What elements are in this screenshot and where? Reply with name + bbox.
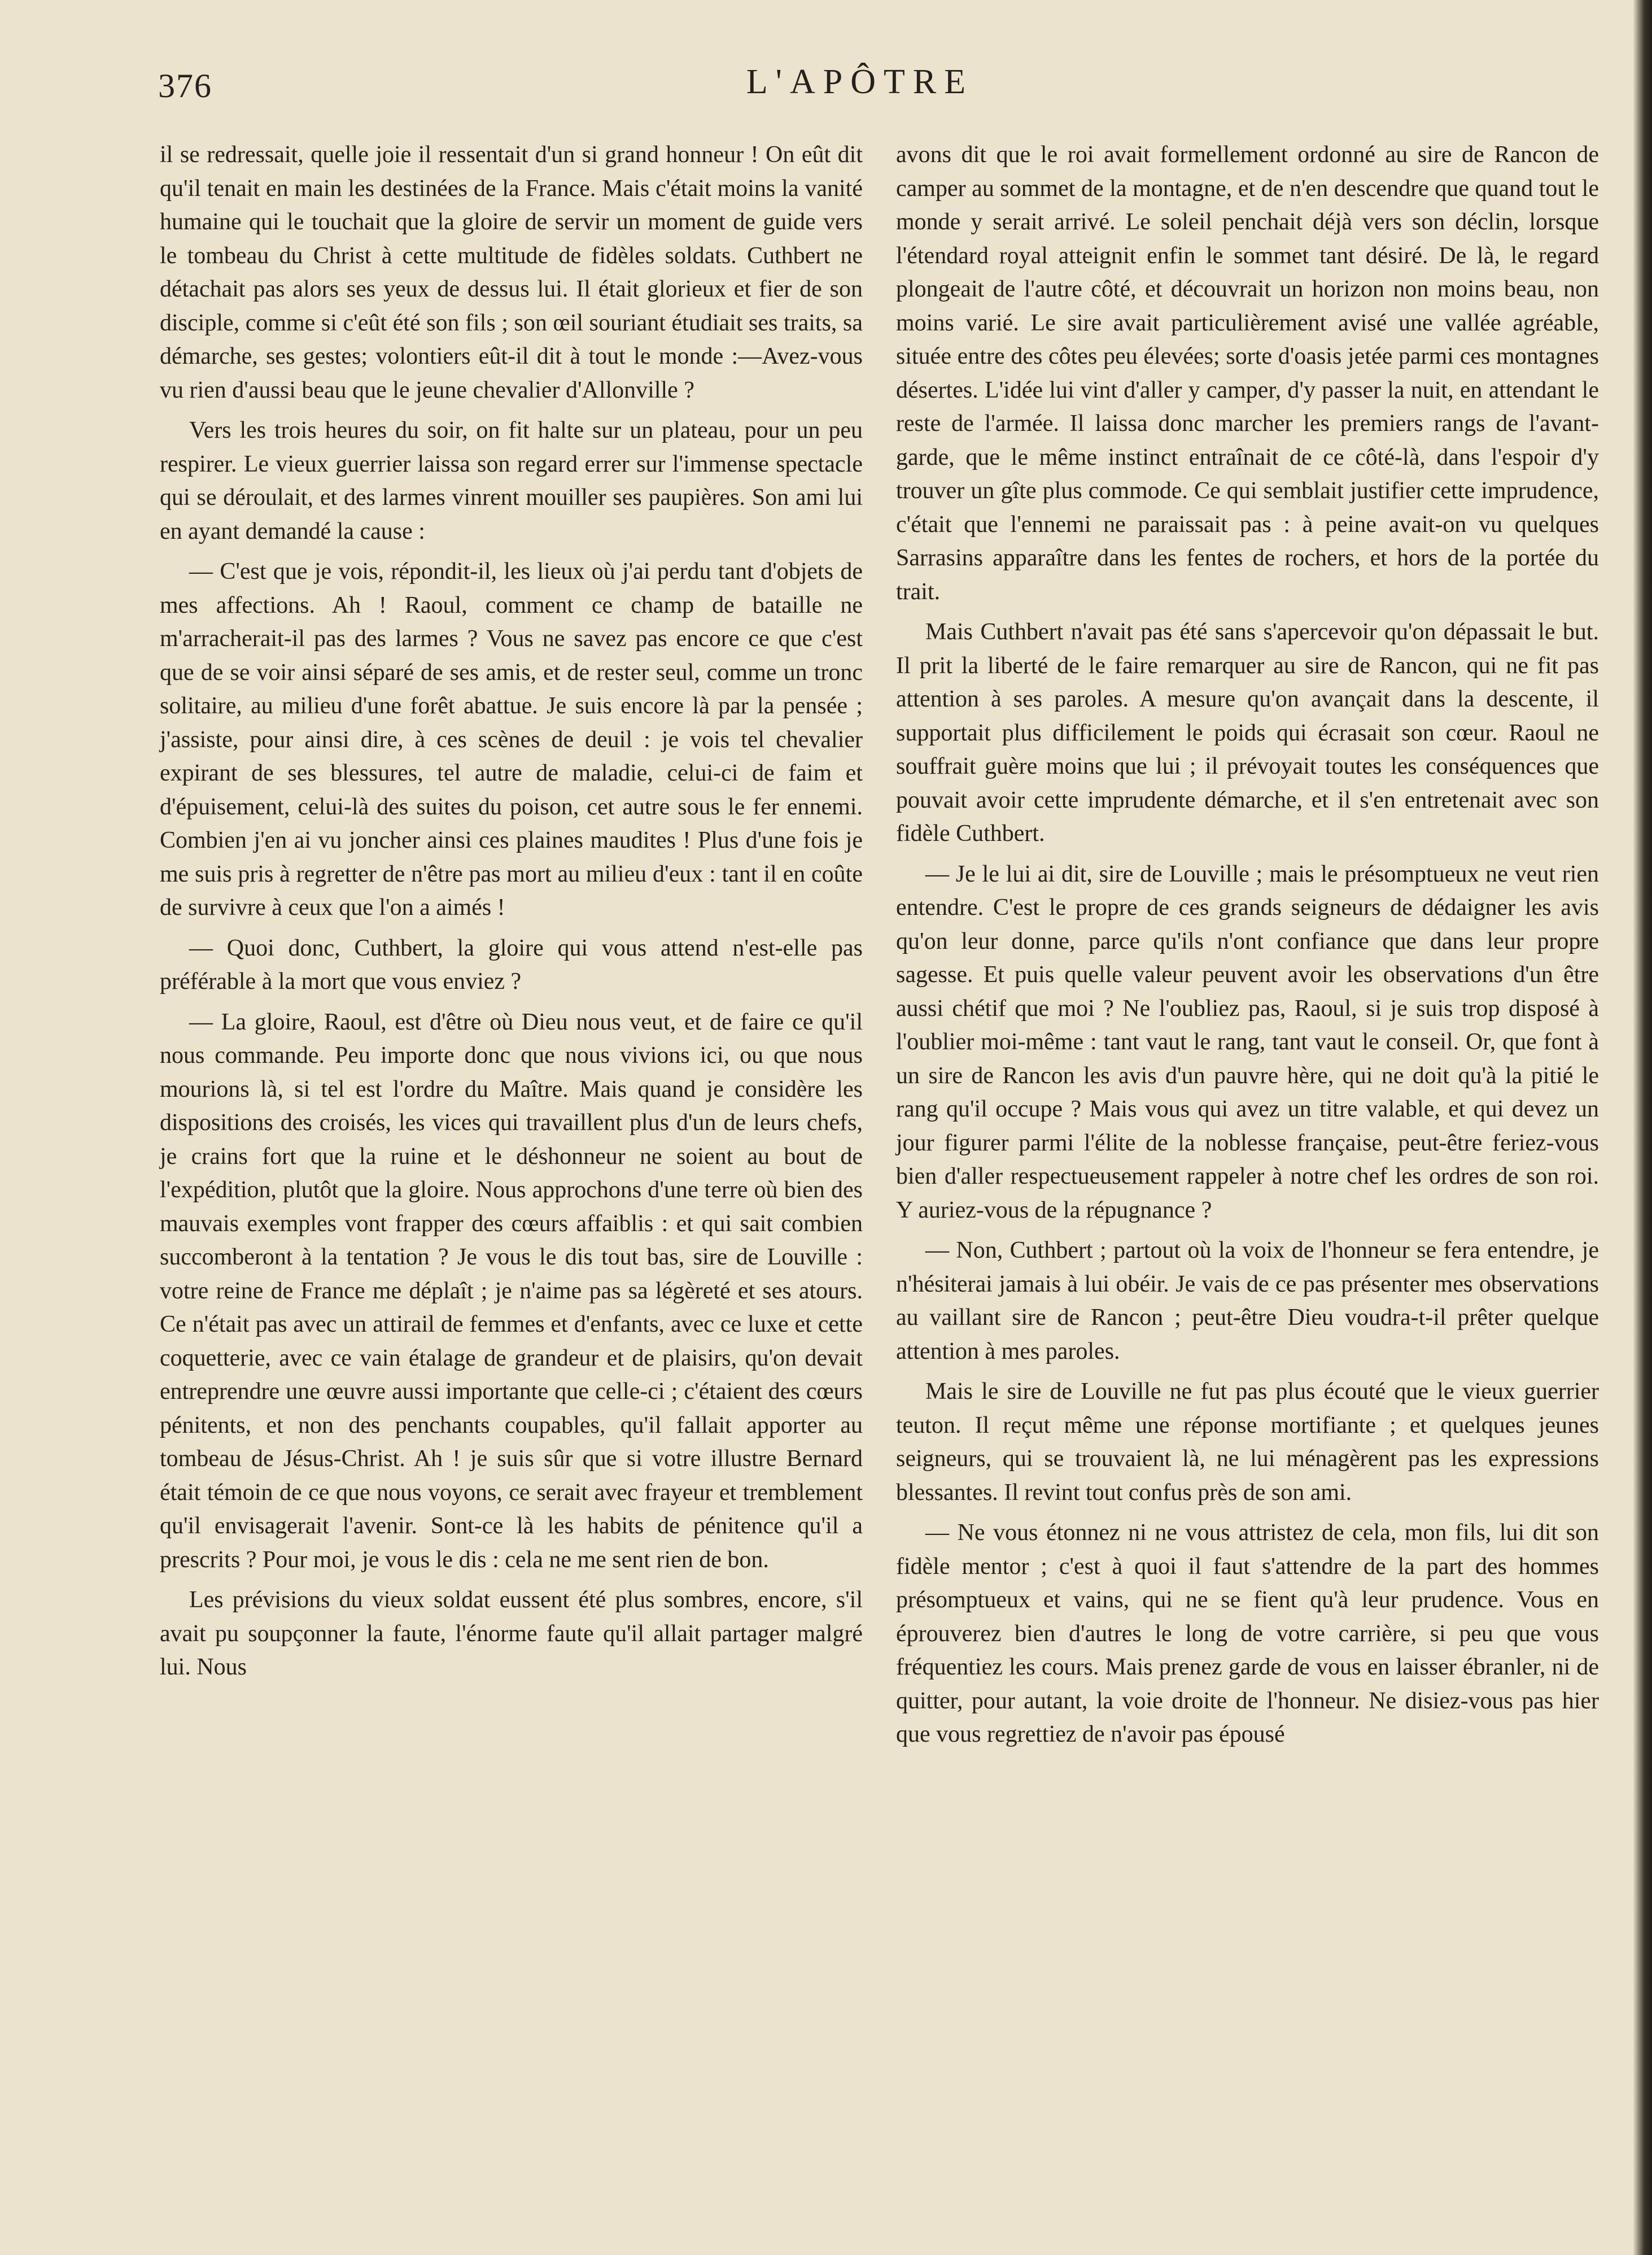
paragraph: — Ne vous étonnez ni ne vous attristez de cela, mon fils, lui dit son fidèle mentor ; c'est à quoi il faut s'attendre de la part des hommes présomptueux et vains, qui ne se fient qu'à leur prudence. Vous en éprouverez bien d'autres le long de votre carrière, si peu que vous fréquentiez les cours. Mais prenez garde de vous en laisser ébranler, ni de quitter, pour autant, la voie droite de l'honneur. Ne disiez-vous pas hier que vous regrettiez de n'avoir pas épousé — [896, 1520, 1599, 1747]
paragraph: — Quoi donc, Cuthbert, la gloire qui vous attend n'est-elle pas préférable à la mort que vous enviez ? — [160, 935, 863, 995]
paragraph: — La gloire, Raoul, est d'être où Dieu nous veut, et de faire ce qu'il nous commande. Peu importe donc que nous vivions ici, ou que nous mourions là, si tel est l'ordre du Maître. Mais quand je considère les dispositions des croisés, les vices qui travaillent plus d'un de leurs chefs, je crains fort que la ruine et le déshonneur ne soient au bout de l'expédition, plutôt que la gloire. Nous approchons d'une terre où bien des mauvais exemples vont frapper des cœurs affaiblis : et qui sait combien succomberont à la tentation ? Je vous le dis tout bas, sire de Louville : votre reine de France me déplaît ; je n'aime pas sa légèreté et ses atours. Ce n'était pas avec un attirail de femmes et d'enfants, avec ce luxe et cette coquetterie, avec ce vain étalage de grandeur et de plaisirs, qu'on devait entreprendre une œuvre aussi importante que celle-ci ; c'étaient des cœurs pénitents, et non des penchants coupables, qu'il fallait apporter au tombeau de Jésus-Christ. Ah ! je suis sûr que si votre illustre Bernard était témoin de ce que nous voyons, ce serait avec frayeur et tremblement qu'il envisagerait l'avenir. Sont-ce là les habits de pénitence qu'il a prescrits ? Pour moi, je vous le dis : cela ne me sent rien de bon. — [160, 1009, 863, 1573]
left-column — [160, 138, 863, 1691]
paragraph: Mais Cuthbert n'avait pas été sans s'apercevoir qu'on dépassait le but. Il prit la liberté de le faire remarquer au sire de Rancon, qui ne fit pas attention à ses paroles. A mesure qu'on avançait dans la descente, il supportait plus difficilement le poids qui écrasait son cœur. Raoul ne souffrait guère moins que lui ; il prévoyait toutes les conséquences que pouvait avoir cette imprudente démarche, et il s'en entretenait avec son fidèle Cuthbert. — [896, 619, 1599, 847]
paragraph: avons dit que le roi avait formellement ordonné au sire de Rancon de camper au sommet de la montagne, et de n'en descendre que quand tout le monde y serait arrivé. Le soleil penchait déjà vers son déclin, lorsque l'étendard royal atteignit enfin le sommet tant désiré. De là, le regard plongeait de l'autre côté, et découvrait un horizon non moins beau, non moins varié. Le sire avait particulièrement avisé une vallée agréable, située entre des côtes peu élevées; sorte d'oasis jetée parmi ces montagnes désertes. L'idée lui vint d'aller y camper, d'y passer la nuit, en attendant le reste de l'armée. Il laissa donc marcher les premiers rangs de l'avant-garde, que le même instinct entraînait de ce côté-là, dans l'espoir d'y trouver un gîte plus commode. Ce qui semblait justifier cette imprudence, c'était que l'ennemi ne paraissait pas : à peine avait-on vu quelques Sarrasins apparaître dans les fentes de rochers, et hors de la portée du trait. — [896, 142, 1599, 605]
page-edge-shadow — [1633, 0, 1652, 2255]
paragraph: Mais le sire de Louville ne fut pas plus écouté que le vieux guerrier teuton. Il reçut même une réponse mortifiante ; et quelques jeunes seigneurs, qui se trouvaient là, ne lui ménagèrent pas les expressions blessantes. Il revint tout confus près de son ami. — [896, 1379, 1599, 1506]
right-column — [896, 138, 1599, 1759]
page-number: 376 — [158, 67, 212, 104]
page-header — [158, 56, 1562, 107]
paragraph: il se redressait, quelle joie il ressentait d'un si grand honneur ! On eût dit qu'il tenait en main les destinées de la France. Mais c'était moins la vanité humaine qui le touchait que la gloire de servir un moment de guide vers le tombeau du Christ à cette multitude de fidèles soldats. Cuthbert ne détachait pas alors ses yeux de dessus lui. Il était glorieux et fier de son disciple, comme si c'eût été son fils ; son œil souriant étudiait ses traits, sa démarche, ses gestes; volontiers eût-il dit à tout le monde :—Avez-vous vu rien d'aussi beau que le jeune chevalier d'Allonville ? — [160, 142, 863, 403]
paragraph: — C'est que je vois, répondit-il, les lieux où j'ai perdu tant d'objets de mes affections. Ah ! Raoul, comment ce champ de bataille ne m'arracherait-il pas des larmes ? Vous ne savez pas encore ce que c'est que de se voir ainsi séparé de ses amis, et de rester seul, comme un tronc solitaire, au milieu d'une forêt abattue. Je suis encore là par la pensée ; j'assiste, pour ainsi dire, à ces scènes de deuil : je vois tel chevalier expirant de ses blessures, tel autre de maladie, celui-ci de faim et d'épuisement, celui-là des suites du poison, cet autre sous le fer ennemi. Combien j'en ai vu joncher ainsi ces plaines maudites ! Plus d'une fois je me suis pris à regretter de n'être pas mort au milieu d'eux : tant il en coûte de survivre à ceux que l'on a aimés ! — [160, 559, 863, 921]
paragraph: — Non, Cuthbert ; partout où la voix de l'honneur se fera entendre, je n'hésiterai jamais à lui obéir. Je vais de ce pas présenter mes observations au vaillant sire de Rancon ; peut-être Dieu voudra-t-il prêter quelque attention à mes paroles. — [896, 1237, 1599, 1364]
paragraph: Vers les trois heures du soir, on fit halte sur un plateau, pour un peu respirer. Le vieux guerrier laissa son regard errer sur l'immense spectacle qui se déroulait, et des larmes vinrent mouiller ses paupières. Son ami lui en ayant demandé la cause : — [160, 417, 863, 544]
paragraph: Les prévisions du vieux soldat eussent été plus sombres, encore, s'il avait pu soupçonner la faute, l'énorme faute qu'il allait partager malgré lui. Nous — [160, 1587, 863, 1680]
running-title: L'APÔTRE — [746, 63, 974, 101]
paragraph: — Je le lui ai dit, sire de Louville ; mais le présomptueux ne veut rien entendre. C'est le propre de ces grands seigneurs de dédaigner les avis qu'on leur donne, parce qu'ils n'ont confiance que dans leur propre sagesse. Et puis quelle valeur peuvent avoir les observations d'un être aussi chétif que moi ? Ne l'oubliez pas, Raoul, si je suis trop disposé à l'oublier moi-même : tant vaut le rang, tant vaut le conseil. Or, que font à un sire de Rancon les avis d'un pauvre hère, qui ne doit qu'à la pitié le rang qu'il occupe ? Mais vous qui avez un titre valable, et qui devez un jour figurer parmi l'élite de la noblesse française, peut-être feriez-vous bien d'aller respectueusement rappeler à notre chef les ordres de son roi. Y auriez-vous de la répugnance ? — [896, 861, 1599, 1223]
